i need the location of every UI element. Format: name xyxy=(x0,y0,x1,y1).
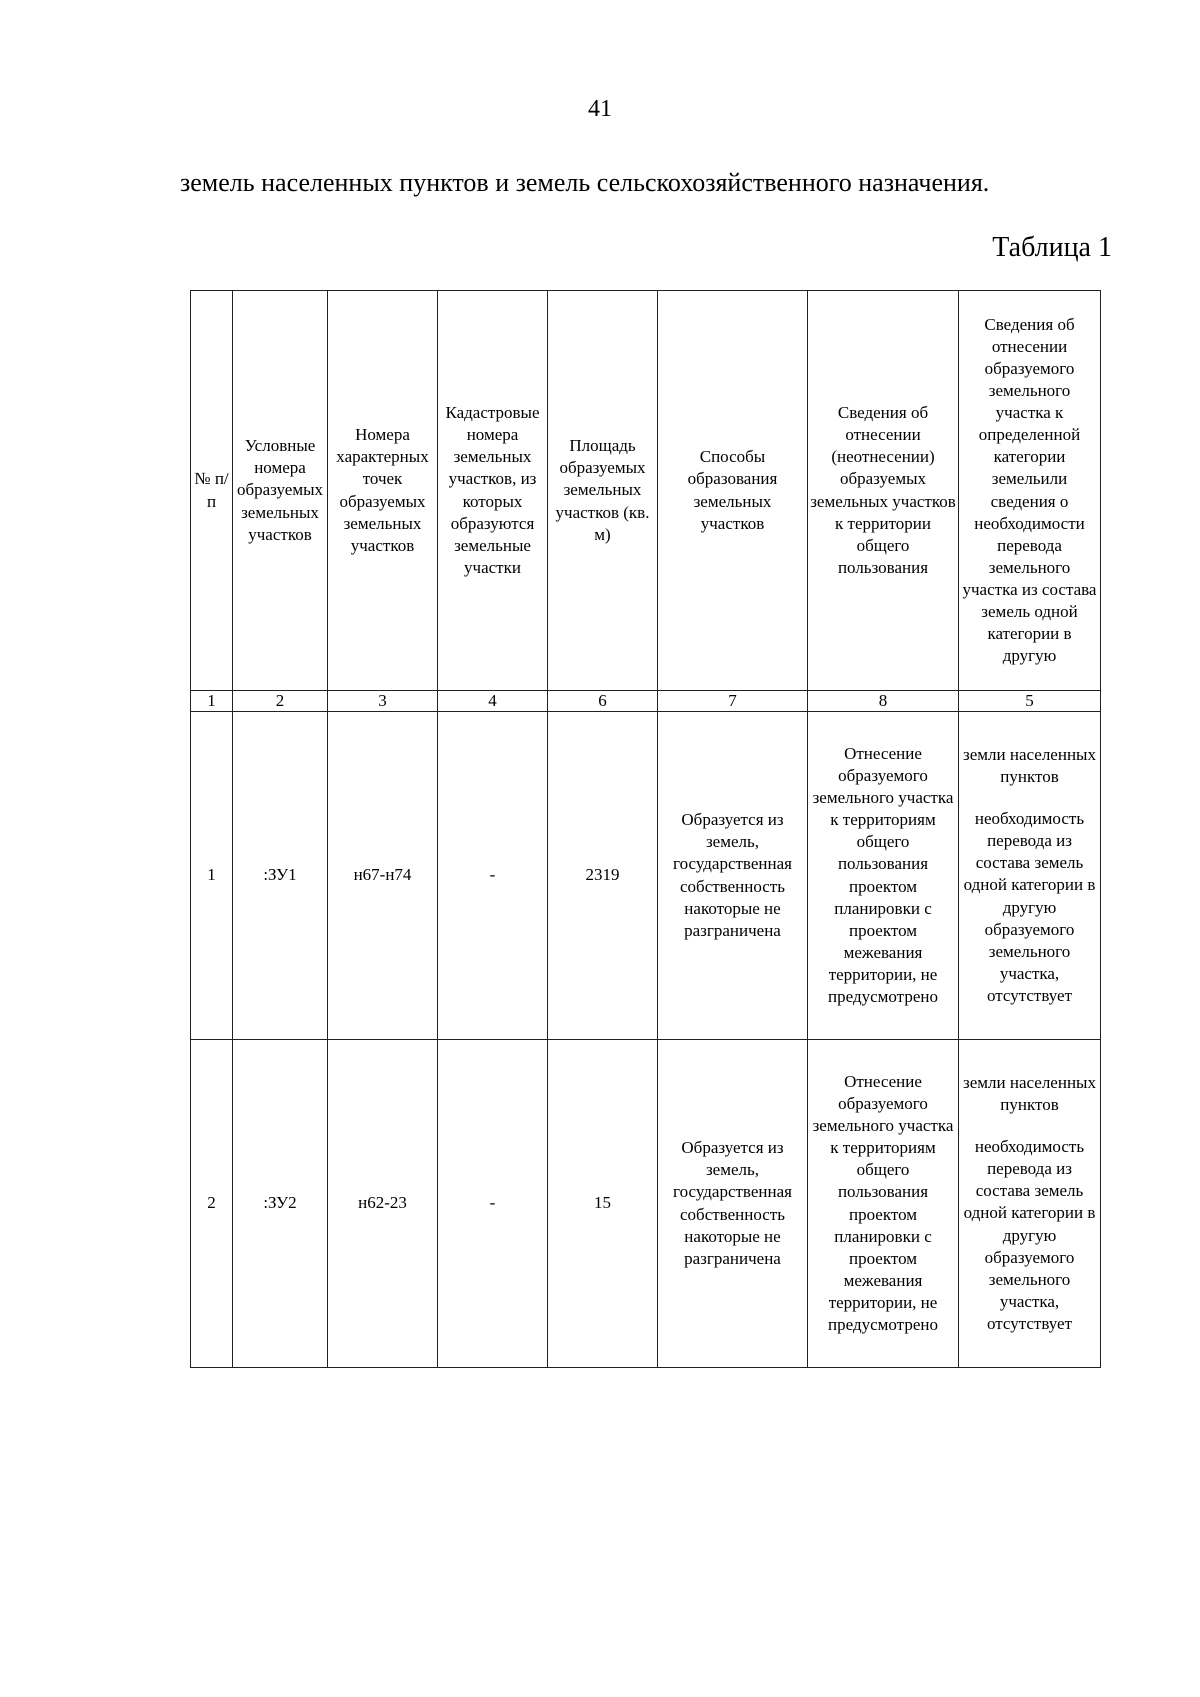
column-number: 2 xyxy=(233,691,328,712)
header-cell-point-numbers: Номера характерных точек образуемых земельных участков xyxy=(328,291,438,691)
column-number: 7 xyxy=(658,691,808,712)
column-number: 8 xyxy=(808,691,959,712)
page-number: 41 xyxy=(588,96,612,122)
header-cell-conditional-numbers: Условные номера образуемых земельных участков xyxy=(233,291,328,691)
land-category-cell xyxy=(959,712,1101,1040)
column-number-row xyxy=(191,691,1101,712)
land-plots-table xyxy=(190,290,1101,1368)
area-value: 2319 xyxy=(548,712,658,1040)
land-category: земли населенных пунктов xyxy=(963,1072,1096,1115)
conditional-number: :ЗУ1 xyxy=(233,712,328,1040)
header-cell-area: Площадь образуемых земельных участков (кв. м) xyxy=(548,291,658,691)
public-territory-status: Отнесение образуемого земельного участка к территориям общего пользования проектом планировки с проектом межевания территории, не предусмотрено xyxy=(808,712,959,1040)
header-cell-formation-method: Способы образования земельных участков xyxy=(658,291,808,691)
column-number: 5 xyxy=(959,691,1101,712)
header-cell-cadastral-numbers: Кадастровые номера земельных участков, из которых образуются земельные участки xyxy=(438,291,548,691)
header-cell-number: № п/п xyxy=(191,291,233,691)
column-number: 1 xyxy=(191,691,233,712)
land-category: земли населенных пунктов xyxy=(963,744,1096,787)
category-transfer-note: необходимость перевода из состава земель одной категории в другую образуемого земельного участка, отсутствует xyxy=(963,1137,1096,1333)
header-row xyxy=(191,291,1101,691)
category-transfer-note: необходимость перевода из состава земель одной категории в другую образуемого земельного участка, отсутствует xyxy=(963,809,1096,1005)
column-number: 4 xyxy=(438,691,548,712)
point-numbers: н62-23 xyxy=(328,1040,438,1368)
table-caption: Таблица 1 xyxy=(992,232,1112,263)
row-number: 1 xyxy=(191,712,233,1040)
table-row xyxy=(191,1040,1101,1368)
intro-text: земель населенных пунктов и земель сельскохозяйственного назначения. xyxy=(180,168,990,197)
conditional-number: :ЗУ2 xyxy=(233,1040,328,1368)
row-number: 2 xyxy=(191,1040,233,1368)
table-row xyxy=(191,712,1101,1040)
header-cell-public-territory: Сведения об отнесении (неотнесении) образуемых земельных участков к территории общего пользования xyxy=(808,291,959,691)
formation-method: Образуется из земель, государственная собственность накоторые не разграничена xyxy=(658,712,808,1040)
public-territory-status: Отнесение образуемого земельного участка к территориям общего пользования проектом планировки с проектом межевания территории, не предусмотрено xyxy=(808,1040,959,1368)
column-number: 6 xyxy=(548,691,658,712)
cadastral-number: - xyxy=(438,712,548,1040)
column-number: 3 xyxy=(328,691,438,712)
land-category-cell xyxy=(959,1040,1101,1368)
area-value: 15 xyxy=(548,1040,658,1368)
point-numbers: н67-н74 xyxy=(328,712,438,1040)
formation-method: Образуется из земель, государственная собственность накоторые не разграничена xyxy=(658,1040,808,1368)
cadastral-number: - xyxy=(438,1040,548,1368)
header-cell-land-category: Сведения об отнесении образуемого земельного участка к определенной категории земельили сведения о необходимости перевода земельного участка из состава земель одной категории в другую xyxy=(959,291,1101,691)
